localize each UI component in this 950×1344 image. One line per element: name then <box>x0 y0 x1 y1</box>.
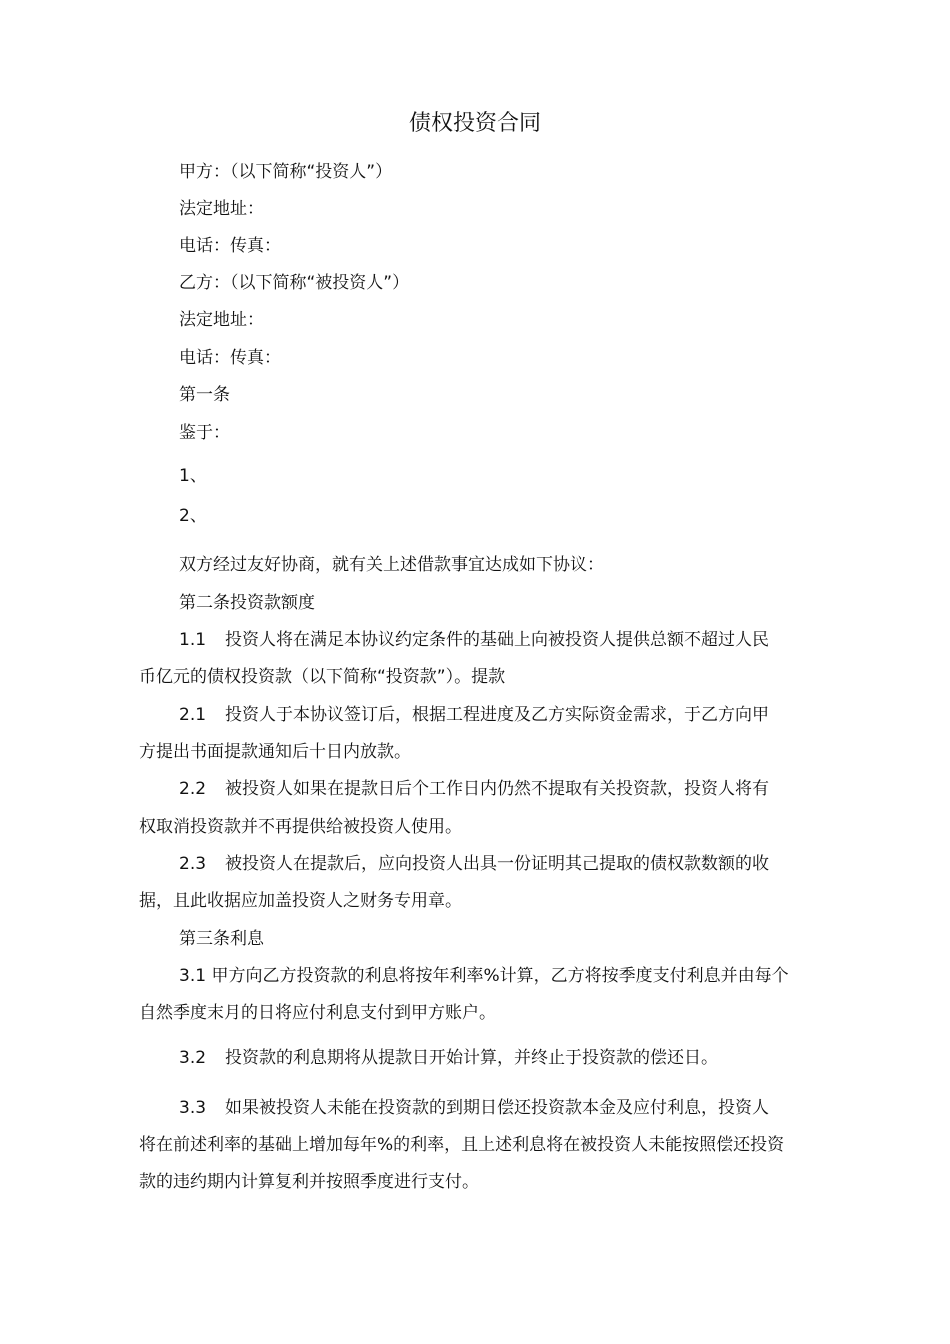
party-a-heading: 甲方：（以下简称“投资人”） <box>179 162 393 182</box>
clause-2-2-line-2: 权取消投资款并不再提供给被投资人使用。 <box>139 817 462 837</box>
clause-number: 3.1 <box>179 966 207 986</box>
article-1-heading: 第一条 <box>179 385 230 405</box>
clause-2-3-line-2: 据，且此收据应加盖投资人之财务专用章。 <box>139 891 462 911</box>
clause-2-2-line-1 <box>179 777 769 801</box>
clause-text: 被投资人如果在提款日后个工作日内仍然不提取有关投资款，投资人将有 <box>225 779 769 799</box>
party-a-address: 法定地址： <box>179 199 264 219</box>
whereas-item-2: 2、 <box>179 506 207 526</box>
clause-3-3-line-2: 将在前述利率的基础上增加每年%的利率，且上述利息将在被投资人未能按照偿还投资 <box>139 1135 785 1155</box>
party-b-address: 法定地址： <box>179 310 264 330</box>
clause-3-3-line-1 <box>179 1096 769 1120</box>
clause-3-1-line-1 <box>179 964 789 988</box>
clause-3-1-line-2: 自然季度末月的日将应付利息支付到甲方账户。 <box>139 1003 496 1023</box>
clause-text: 投资人将在满足本协议约定条件的基础上向被投资人提供总额不超过人民 <box>225 630 769 650</box>
clause-2-3-line-1 <box>179 852 769 876</box>
clause-3-2-line-1 <box>179 1046 718 1070</box>
clause-1-1-line-2: 币亿元的债权投资款（以下简称“投资款”）。提款 <box>139 667 506 687</box>
clause-number: 3.3 <box>179 1098 207 1118</box>
article-2-heading: 第二条投资款额度 <box>179 593 315 613</box>
whereas-item-1: 1、 <box>179 466 207 486</box>
clause-text: 如果被投资人未能在投资款的到期日偿还投资款本金及应付利息，投资人 <box>225 1098 769 1118</box>
clause-text: 投资人于本协议签订后，根据工程进度及乙方实际资金需求，于乙方向甲 <box>225 705 769 725</box>
party-b-contact: 电话：传真： <box>179 348 281 368</box>
clause-number: 1.1 <box>179 630 207 650</box>
agreement-intro: 双方经过友好协商，就有关上述借款事宜达成如下协议： <box>179 555 604 575</box>
clause-text: 投资款的利息期将从提款日开始计算，并终止于投资款的偿还日。 <box>225 1048 718 1068</box>
clause-2-1-line-2: 方提出书面提款通知后十日内放款。 <box>139 742 411 762</box>
clause-number: 2.3 <box>179 854 207 874</box>
clause-1-1-line-1 <box>179 628 769 652</box>
clause-number: 3.2 <box>179 1048 207 1068</box>
clause-number: 2.1 <box>179 705 207 725</box>
clause-3-3-line-3: 款的违约期内计算复利并按照季度进行支付。 <box>139 1172 479 1192</box>
document-title: 债权投资合同 <box>408 111 541 136</box>
party-b-heading: 乙方：（以下简称“被投资人”） <box>179 273 410 293</box>
clause-2-1-line-1 <box>179 703 769 727</box>
party-a-contact: 电话：传真： <box>179 236 281 256</box>
clause-number: 2.2 <box>179 779 207 799</box>
article-3-heading: 第三条利息 <box>179 929 264 949</box>
clause-text: 甲方向乙方投资款的利息将按年利率%计算，乙方将按季度支付利息并由每个 <box>211 966 789 986</box>
whereas-label: 鉴于： <box>179 423 230 443</box>
clause-text: 被投资人在提款后，应向投资人出具一份证明其己提取的债权款数额的收 <box>225 854 769 874</box>
